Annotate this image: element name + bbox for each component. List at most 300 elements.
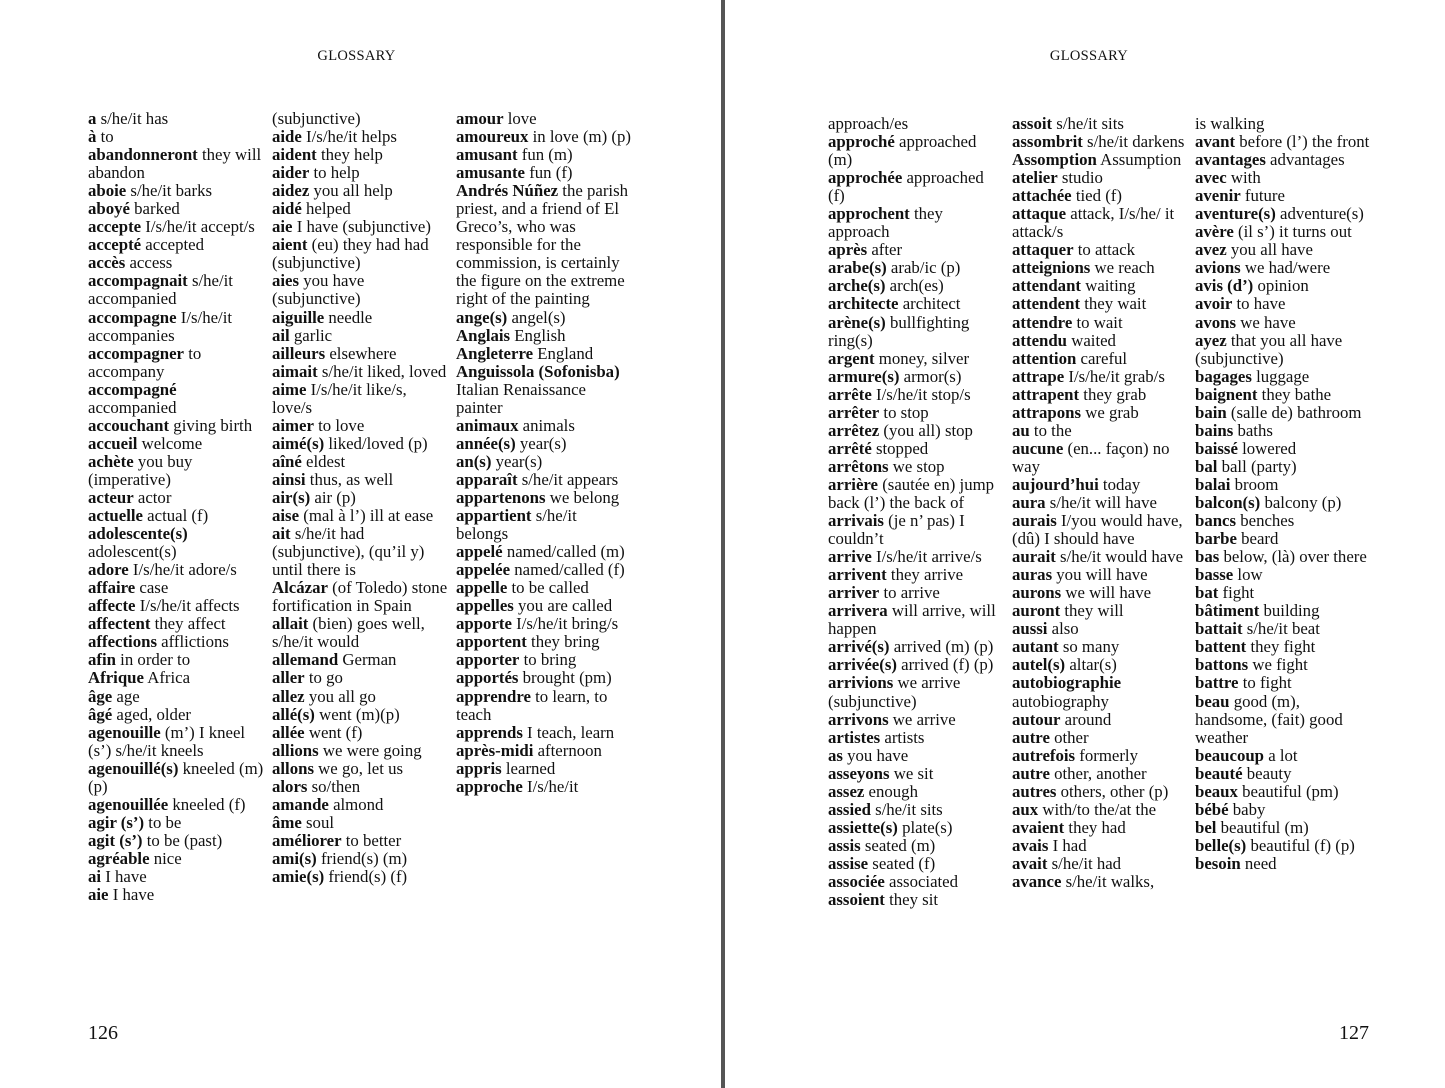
glossary-term: attachée bbox=[1012, 186, 1072, 206]
glossary-entry bbox=[1012, 729, 1188, 747]
glossary-definition: case bbox=[135, 578, 169, 598]
glossary-definition: in love (m) (p) bbox=[528, 127, 631, 147]
glossary-term: amusant bbox=[456, 145, 518, 165]
glossary-entry bbox=[88, 218, 264, 236]
glossary-term: avenir bbox=[1195, 186, 1241, 206]
glossary-term: animaux bbox=[456, 415, 519, 435]
glossary-term: âge bbox=[88, 686, 113, 706]
glossary-definition: needle bbox=[324, 307, 373, 327]
glossary-entry bbox=[828, 512, 1004, 548]
glossary-entry bbox=[828, 386, 1004, 404]
glossary-definition: around bbox=[1060, 709, 1112, 729]
glossary-entry bbox=[1012, 494, 1188, 512]
glossary-entry bbox=[88, 507, 264, 525]
glossary-term: âgé bbox=[88, 704, 113, 724]
glossary-entry bbox=[1195, 295, 1371, 313]
glossary-entry bbox=[1012, 368, 1188, 386]
glossary-term: auront bbox=[1012, 601, 1061, 621]
glossary-definition: s/he/it liked, loved bbox=[317, 361, 447, 381]
glossary-term: attendu bbox=[1012, 330, 1068, 350]
glossary-definition: love bbox=[503, 109, 537, 128]
glossary-term: allez bbox=[272, 686, 305, 706]
glossary-term: balai bbox=[1195, 474, 1231, 494]
glossary-definition: I/s/he/it accompanies bbox=[88, 307, 233, 345]
glossary-entry bbox=[456, 507, 632, 543]
glossary-definition: I/s/he/it stop/s bbox=[871, 384, 971, 404]
glossary-entry bbox=[88, 868, 264, 886]
glossary-entry bbox=[1195, 512, 1371, 530]
glossary-definition: (of Toledo) stone fortification in Spain bbox=[272, 578, 448, 616]
glossary-entry bbox=[88, 381, 264, 417]
glossary-definition: building bbox=[1259, 601, 1320, 621]
glossary-term: apparaît bbox=[456, 469, 518, 489]
glossary-term: avant bbox=[1195, 132, 1236, 152]
glossary-term: aux bbox=[1012, 799, 1039, 819]
glossary-definition: soul bbox=[301, 812, 334, 832]
glossary-definition: to better bbox=[341, 830, 402, 850]
glossary-entry bbox=[456, 724, 632, 742]
glossary-definition: thus, as well bbox=[305, 469, 394, 489]
glossary-term: assombrit bbox=[1012, 132, 1083, 152]
glossary-entry bbox=[828, 674, 1004, 710]
glossary-definition: to bring bbox=[519, 650, 577, 670]
glossary-definition: to be bbox=[144, 812, 182, 832]
glossary-term: amusante bbox=[456, 163, 525, 183]
glossary-definition: with bbox=[1226, 168, 1261, 188]
glossary-term: aurait bbox=[1012, 547, 1056, 567]
glossary-definition: is walking bbox=[1195, 114, 1265, 133]
glossary-entry bbox=[1012, 602, 1188, 620]
glossary-definition: you are called bbox=[513, 596, 613, 616]
glossary-entry bbox=[272, 796, 448, 814]
running-head: GLOSSARY bbox=[317, 48, 396, 64]
glossary-definition: (bien) goes well, s/he/it would bbox=[272, 614, 425, 652]
glossary-definition: they help bbox=[316, 145, 383, 165]
glossary-term: allons bbox=[272, 758, 314, 778]
glossary-entry bbox=[1195, 620, 1371, 638]
glossary-entry bbox=[1012, 422, 1188, 440]
glossary-entry bbox=[1195, 674, 1371, 692]
glossary-term: arabe(s) bbox=[828, 258, 887, 278]
glossary-entry bbox=[456, 345, 632, 363]
glossary-term: beau bbox=[1195, 691, 1230, 711]
glossary-definition: you all help bbox=[309, 181, 393, 201]
glossary-term: bat bbox=[1195, 583, 1219, 603]
glossary-entry bbox=[88, 272, 264, 308]
glossary-term: arrête bbox=[828, 384, 872, 404]
glossary-entry bbox=[1012, 241, 1188, 259]
glossary-definition: attack, I/s/he/ it attack/s bbox=[1012, 204, 1175, 242]
glossary-entry bbox=[1195, 151, 1371, 169]
glossary-term: aide bbox=[272, 127, 302, 147]
glossary-entry bbox=[828, 602, 1004, 638]
glossary-entry bbox=[828, 566, 1004, 584]
glossary-entry bbox=[1012, 620, 1188, 638]
glossary-definition: nice bbox=[149, 848, 182, 868]
glossary-definition: actor bbox=[133, 487, 172, 507]
glossary-definition: balcony (p) bbox=[1260, 492, 1342, 512]
glossary-entry bbox=[88, 850, 264, 868]
glossary-definition: England bbox=[533, 343, 594, 363]
glossary-definition: (je n’ pas) I couldn’t bbox=[828, 511, 965, 549]
glossary-entry bbox=[1012, 837, 1188, 855]
glossary-entry bbox=[272, 615, 448, 651]
glossary-definition: also bbox=[1047, 619, 1079, 639]
glossary-entry bbox=[88, 435, 264, 453]
glossary-definition: named/called (f) bbox=[510, 560, 625, 580]
glossary-term: agréable bbox=[88, 848, 150, 868]
glossary-entry bbox=[1012, 765, 1188, 783]
glossary-definition: animals bbox=[518, 415, 575, 435]
glossary-definition: I have bbox=[101, 866, 147, 886]
glossary-definition: other bbox=[1049, 727, 1089, 747]
glossary-entry bbox=[272, 345, 448, 363]
glossary-definition: so many bbox=[1058, 637, 1120, 657]
glossary-definition: (eu) they had had (subjunctive) bbox=[272, 235, 429, 273]
glossary-term: allemand bbox=[272, 650, 339, 670]
glossary-entry bbox=[456, 164, 632, 182]
glossary-entry bbox=[1012, 801, 1188, 819]
glossary-entry bbox=[828, 422, 1004, 440]
glossary-entry bbox=[1195, 133, 1371, 151]
glossary-term: approché bbox=[828, 132, 895, 152]
glossary-term: beauté bbox=[1195, 763, 1243, 783]
glossary-definition: they wait bbox=[1080, 294, 1147, 314]
glossary-entry bbox=[1012, 819, 1188, 837]
glossary-definition: Italian Renaissance painter bbox=[456, 379, 586, 417]
glossary-term: Andrés Núñez bbox=[456, 181, 559, 201]
glossary-entry bbox=[1195, 693, 1371, 747]
glossary-term: aller bbox=[272, 668, 305, 688]
glossary-term: avère bbox=[1195, 222, 1234, 242]
glossary-term: aurais bbox=[1012, 511, 1057, 531]
glossary-definition: arrived (m) (p) bbox=[889, 637, 994, 657]
glossary-entry bbox=[1012, 295, 1188, 313]
glossary-term: accueil bbox=[88, 433, 138, 453]
glossary-definition: I/s/he/it like/s, love/s bbox=[272, 379, 407, 417]
glossary-term: avantages bbox=[1195, 150, 1266, 170]
glossary-definition: we reach bbox=[1090, 258, 1155, 278]
glossary-entry bbox=[272, 272, 448, 308]
glossary-entry bbox=[828, 277, 1004, 295]
glossary-definition: to stop bbox=[879, 402, 929, 422]
glossary-entry bbox=[272, 182, 448, 200]
glossary-definition: approached (m) bbox=[828, 132, 977, 170]
glossary-definition: I/s/he/it bbox=[522, 776, 579, 796]
glossary-term: aimer bbox=[272, 415, 314, 435]
glossary-entry bbox=[272, 164, 448, 182]
glossary-entry bbox=[828, 855, 1004, 873]
glossary-definition: stopped bbox=[871, 438, 929, 458]
glossary-definition: formerly bbox=[1075, 745, 1138, 765]
glossary-entry bbox=[828, 404, 1004, 422]
glossary-entry bbox=[1195, 205, 1371, 223]
glossary-entry bbox=[828, 584, 1004, 602]
glossary-entry bbox=[88, 760, 264, 796]
glossary-entry bbox=[828, 891, 1004, 909]
glossary-definition: fight bbox=[1218, 583, 1255, 603]
glossary-term: agit (s’) bbox=[88, 830, 143, 850]
glossary-definition: went (f) bbox=[304, 722, 363, 742]
glossary-entry bbox=[1012, 656, 1188, 674]
glossary-term: affecte bbox=[88, 596, 136, 616]
glossary-definition: to fight bbox=[1238, 673, 1292, 693]
glossary-definition: we arrive (subjunctive) bbox=[828, 673, 961, 711]
glossary-definition: we stop bbox=[888, 456, 945, 476]
glossary-definition: they had bbox=[1064, 817, 1126, 837]
glossary-term: associée bbox=[828, 871, 885, 891]
glossary-term: amour bbox=[456, 109, 504, 128]
glossary-entry bbox=[88, 814, 264, 832]
glossary-term: arrivée(s) bbox=[828, 655, 897, 675]
glossary-entry bbox=[272, 489, 448, 507]
glossary-term: ailleurs bbox=[272, 343, 326, 363]
glossary-term: amie(s) bbox=[272, 866, 325, 886]
glossary-term: aujourd’hui bbox=[1012, 474, 1099, 494]
glossary-entry bbox=[1012, 133, 1188, 151]
glossary-term: au bbox=[1012, 420, 1030, 440]
glossary-term: attaque bbox=[1012, 204, 1067, 224]
glossary-entry bbox=[1012, 711, 1188, 729]
glossary-entry bbox=[88, 453, 264, 489]
glossary-entry bbox=[1195, 783, 1371, 801]
glossary-term: aura bbox=[1012, 492, 1046, 512]
glossary-entry bbox=[828, 548, 1004, 566]
glossary-entry bbox=[88, 651, 264, 669]
glossary-term: appelée bbox=[456, 560, 511, 580]
glossary-column bbox=[1195, 115, 1371, 873]
glossary-entry bbox=[1012, 169, 1188, 187]
glossary-definition: s/he/it beat bbox=[1242, 619, 1320, 639]
glossary-term: ail bbox=[272, 325, 290, 345]
glossary-term: attention bbox=[1012, 348, 1077, 368]
glossary-term: aidé bbox=[272, 199, 302, 219]
glossary-term: abandonneront bbox=[88, 145, 198, 165]
glossary-definition: went (m)(p) bbox=[314, 704, 400, 724]
glossary-entry bbox=[456, 363, 632, 417]
glossary-entry bbox=[272, 651, 448, 669]
glossary-term: arrivent bbox=[828, 565, 887, 585]
glossary-definition: that you all have (subjunctive) bbox=[1195, 330, 1343, 368]
glossary-entry bbox=[1012, 332, 1188, 350]
glossary-definition: seated (m) bbox=[860, 835, 936, 855]
glossary-definition: arab/ic (p) bbox=[886, 258, 961, 278]
glossary-entry bbox=[1012, 115, 1188, 133]
glossary-definition: afternoon bbox=[533, 740, 602, 760]
glossary-term: Angleterre bbox=[456, 343, 534, 363]
glossary-definition: need bbox=[1240, 853, 1277, 873]
glossary-entry bbox=[1195, 386, 1371, 404]
glossary-term: accès bbox=[88, 253, 126, 273]
glossary-entry bbox=[456, 435, 632, 453]
glossary-definition: Assumption bbox=[1096, 150, 1182, 170]
glossary-definition: they will abandon bbox=[88, 145, 262, 183]
glossary-term: aider bbox=[272, 163, 310, 183]
glossary-definition: air (p) bbox=[310, 487, 356, 507]
glossary-term: battent bbox=[1195, 637, 1247, 657]
glossary-entry bbox=[88, 345, 264, 381]
glossary-entry bbox=[272, 579, 448, 615]
glossary-term: autobiographie bbox=[1012, 673, 1122, 693]
glossary-term: appelle bbox=[456, 578, 508, 598]
glossary-definition: to be (past) bbox=[142, 830, 223, 850]
glossary-term: apportent bbox=[456, 632, 527, 652]
glossary-entry bbox=[1195, 819, 1371, 837]
glossary-definition: opinion bbox=[1253, 276, 1309, 296]
left-page bbox=[0, 0, 721, 1088]
glossary-definition: friend(s) (m) bbox=[316, 848, 408, 868]
glossary-term: allait bbox=[272, 614, 309, 634]
glossary-definition: we fight bbox=[1248, 655, 1308, 675]
glossary-definition: I/s/he/it accept/s bbox=[141, 217, 255, 237]
glossary-term: autel(s) bbox=[1012, 655, 1066, 675]
glossary-definition: barked bbox=[129, 199, 180, 219]
glossary-entry bbox=[1012, 855, 1188, 873]
glossary-term: année(s) bbox=[456, 433, 516, 453]
glossary-definition: associated bbox=[884, 871, 959, 891]
glossary-entry bbox=[88, 579, 264, 597]
glossary-term: avoir bbox=[1195, 294, 1233, 314]
glossary-definition: to be called bbox=[507, 578, 589, 598]
glossary-term: appris bbox=[456, 758, 502, 778]
glossary-entry bbox=[828, 783, 1004, 801]
glossary-term: avais bbox=[1012, 835, 1049, 855]
glossary-definition: adolescent(s) bbox=[88, 542, 177, 562]
glossary-definition: (subjunctive) bbox=[272, 109, 361, 128]
glossary-term: aiguille bbox=[272, 307, 325, 327]
glossary-definition: I had bbox=[1048, 835, 1087, 855]
glossary-definition: I/s/he/it bring/s bbox=[511, 614, 619, 634]
glossary-entry bbox=[1195, 584, 1371, 602]
glossary-definition: enough bbox=[864, 781, 918, 801]
glossary-term: adore bbox=[88, 560, 129, 580]
glossary-definition: fun (m) bbox=[517, 145, 573, 165]
glossary-definition: waited bbox=[1067, 330, 1116, 350]
glossary-definition: named/called (m) bbox=[502, 542, 625, 562]
glossary-term: arrivions bbox=[828, 673, 894, 693]
glossary-term: appartenons bbox=[456, 487, 546, 507]
glossary-entry bbox=[272, 327, 448, 345]
glossary-term: atteignions bbox=[1012, 258, 1091, 278]
glossary-definition: adventure(s) bbox=[1275, 204, 1364, 224]
glossary-entry bbox=[456, 489, 632, 507]
glossary-entry bbox=[1012, 548, 1188, 566]
glossary-entry bbox=[88, 706, 264, 724]
glossary-entry bbox=[88, 597, 264, 615]
glossary-definition: lowered bbox=[1237, 438, 1297, 458]
glossary-definition: I teach, learn bbox=[522, 722, 615, 742]
glossary-term: aucune bbox=[1012, 438, 1064, 458]
glossary-definition: aged, older bbox=[112, 704, 191, 724]
glossary-definition: s/he/it accompanied bbox=[88, 271, 233, 309]
glossary-term: agenouillée bbox=[88, 794, 169, 814]
glossary-term: besoin bbox=[1195, 853, 1241, 873]
glossary-entry bbox=[1195, 169, 1371, 187]
glossary-term: appelles bbox=[456, 596, 514, 616]
glossary-term: affaire bbox=[88, 578, 136, 598]
glossary-definition: they fight bbox=[1246, 637, 1316, 657]
glossary-definition: to attack bbox=[1073, 240, 1136, 260]
glossary-definition: luggage bbox=[1251, 366, 1310, 386]
glossary-entry bbox=[1195, 241, 1371, 259]
glossary-definition: arch(es) bbox=[885, 276, 944, 296]
glossary-term: avions bbox=[1195, 258, 1241, 278]
glossary-entry bbox=[456, 615, 632, 633]
glossary-term: beaux bbox=[1195, 781, 1238, 801]
glossary-term: agir (s’) bbox=[88, 812, 145, 832]
glossary-term: amoureux bbox=[456, 127, 529, 147]
glossary-term: avec bbox=[1195, 168, 1227, 188]
glossary-entry bbox=[272, 706, 448, 724]
glossary-term: améliorer bbox=[272, 830, 342, 850]
glossary-definition: we belong bbox=[545, 487, 620, 507]
glossary-term: assoit bbox=[1012, 114, 1053, 133]
glossary-entry bbox=[272, 669, 448, 687]
glossary-entry bbox=[272, 417, 448, 435]
glossary-term: avons bbox=[1195, 312, 1237, 332]
glossary-term: adolescente(s) bbox=[88, 524, 188, 544]
glossary-term: arrivais bbox=[828, 511, 884, 531]
glossary-entry bbox=[828, 819, 1004, 837]
glossary-definition: to have bbox=[1232, 294, 1286, 314]
glossary-entry bbox=[88, 688, 264, 706]
glossary-definition: beauty bbox=[1242, 763, 1292, 783]
glossary-term: artistes bbox=[828, 727, 881, 747]
glossary-term: avez bbox=[1195, 240, 1227, 260]
glossary-definition: we have bbox=[1236, 312, 1296, 332]
glossary-term: bancs bbox=[1195, 511, 1237, 531]
glossary-entry bbox=[828, 458, 1004, 476]
glossary-term: accompagné bbox=[88, 379, 177, 399]
glossary-entry bbox=[828, 440, 1004, 458]
glossary-definition: beautiful (m) bbox=[1216, 817, 1309, 837]
glossary-entry bbox=[272, 453, 448, 471]
glossary-entry bbox=[1195, 476, 1371, 494]
glossary-entry bbox=[272, 381, 448, 417]
glossary-definition: (mal à l’) ill at ease bbox=[299, 506, 434, 526]
glossary-entry bbox=[1195, 458, 1371, 476]
glossary-entry bbox=[88, 669, 264, 687]
glossary-entry bbox=[88, 309, 264, 345]
glossary-entry bbox=[1195, 494, 1371, 512]
glossary-term: ait bbox=[272, 524, 291, 544]
glossary-definition: arrived (f) (p) bbox=[896, 655, 994, 675]
glossary-entry bbox=[456, 182, 632, 308]
glossary-entry bbox=[1195, 602, 1371, 620]
glossary-term: apprendre bbox=[456, 686, 531, 706]
glossary-entry bbox=[88, 128, 264, 146]
glossary-term: affectent bbox=[88, 614, 151, 634]
glossary-definition: (il s’) it turns out bbox=[1233, 222, 1352, 242]
glossary-entry bbox=[88, 417, 264, 435]
glossary-definition: money, silver bbox=[874, 348, 970, 368]
glossary-entry bbox=[456, 760, 632, 778]
glossary-definition: I/s/he/it arrive/s bbox=[871, 547, 982, 567]
glossary-term: autrefois bbox=[1012, 745, 1076, 765]
glossary-term: allée bbox=[272, 722, 305, 742]
glossary-term: attrape bbox=[1012, 366, 1065, 386]
glossary-entry bbox=[1012, 476, 1188, 494]
glossary-entry bbox=[272, 724, 448, 742]
glossary-entry bbox=[1012, 512, 1188, 548]
glossary-entry bbox=[1195, 422, 1371, 440]
glossary-definition: I/you would have, (dû) I should have bbox=[1012, 511, 1183, 549]
glossary-entry bbox=[456, 417, 632, 435]
glossary-entry bbox=[456, 309, 632, 327]
glossary-term: agenouillé(s) bbox=[88, 758, 179, 778]
glossary-definition: kneeled (f) bbox=[168, 794, 246, 814]
glossary-entry bbox=[1195, 548, 1371, 566]
